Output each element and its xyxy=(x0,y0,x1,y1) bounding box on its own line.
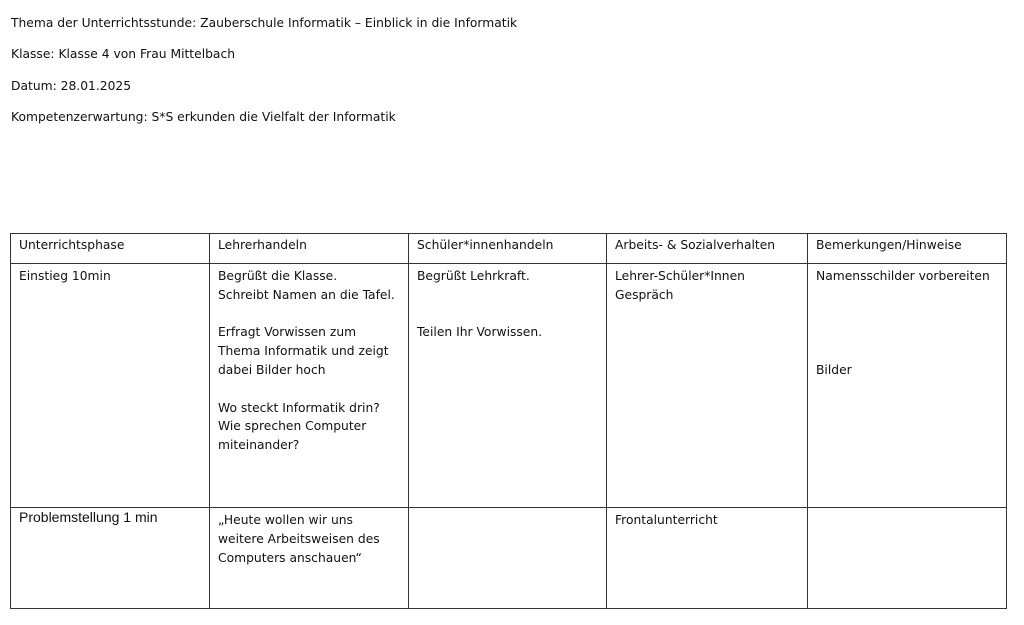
date-info: Datum: 28.01.2025 xyxy=(11,79,132,93)
teacher-cell xyxy=(210,508,409,609)
phase-label: Einstieg 10min xyxy=(19,269,111,283)
header-cell-teacher: Lehrerhandeln xyxy=(210,234,409,264)
social-cell xyxy=(607,264,808,508)
table-row xyxy=(11,508,1007,609)
competency-expectation: Kompetenzerwartung: S*S erkunden die Vielfalt der Informatik xyxy=(11,110,396,124)
phase-label: Problemstellung 1 min xyxy=(19,509,158,525)
phase-cell xyxy=(11,508,210,609)
social-form: Lehrer-Schüler*Innen Gespräch xyxy=(615,269,745,302)
lesson-plan-table xyxy=(10,233,1007,609)
notes-cell xyxy=(808,508,1007,609)
header-cell-social: Arbeits- & Sozialverhalten xyxy=(607,234,808,264)
teacher-action: Begrüßt die Klasse. xyxy=(218,269,338,283)
student-cell xyxy=(409,264,607,508)
header-cell-notes: Bemerkungen/Hinweise xyxy=(808,234,1007,264)
social-cell xyxy=(607,508,808,609)
student-cell xyxy=(409,508,607,609)
phase-cell xyxy=(11,264,210,508)
table-header-row xyxy=(11,234,1007,264)
lesson-topic: Thema der Unterrichtsstunde: Zauberschule Informatik – Einblick in die Informatik xyxy=(11,16,518,30)
social-form: Frontalunterricht xyxy=(615,513,718,527)
student-action: Teilen Ihr Vorwissen. xyxy=(417,325,543,340)
teacher-questions: Wo steckt Informatik drin? Wie sprechen Computer miteinander? xyxy=(218,400,380,453)
student-action: Begrüßt Lehrkraft. xyxy=(417,269,530,283)
teacher-action: Schreibt Namen an die Tafel. xyxy=(218,287,395,302)
table-row xyxy=(11,264,1007,508)
header-cell-phase: Unterrichtsphase xyxy=(11,234,210,264)
teacher-cell xyxy=(210,264,409,508)
teacher-quote: „Heute wollen wir uns weitere Arbeitsweisen des Computers anschauen“ xyxy=(218,513,380,565)
header-cell-student: Schüler*innenhandeln xyxy=(409,234,607,264)
teacher-action: Erfragt Vorwissen zum Thema Informatik und zeigt dabei Bilder hoch xyxy=(218,325,389,377)
notes-cell xyxy=(808,264,1007,508)
note-text: Namensschilder vorbereiten xyxy=(816,269,990,283)
note-text: Bilder xyxy=(816,362,852,377)
class-info: Klasse: Klasse 4 von Frau Mittelbach xyxy=(11,47,236,61)
